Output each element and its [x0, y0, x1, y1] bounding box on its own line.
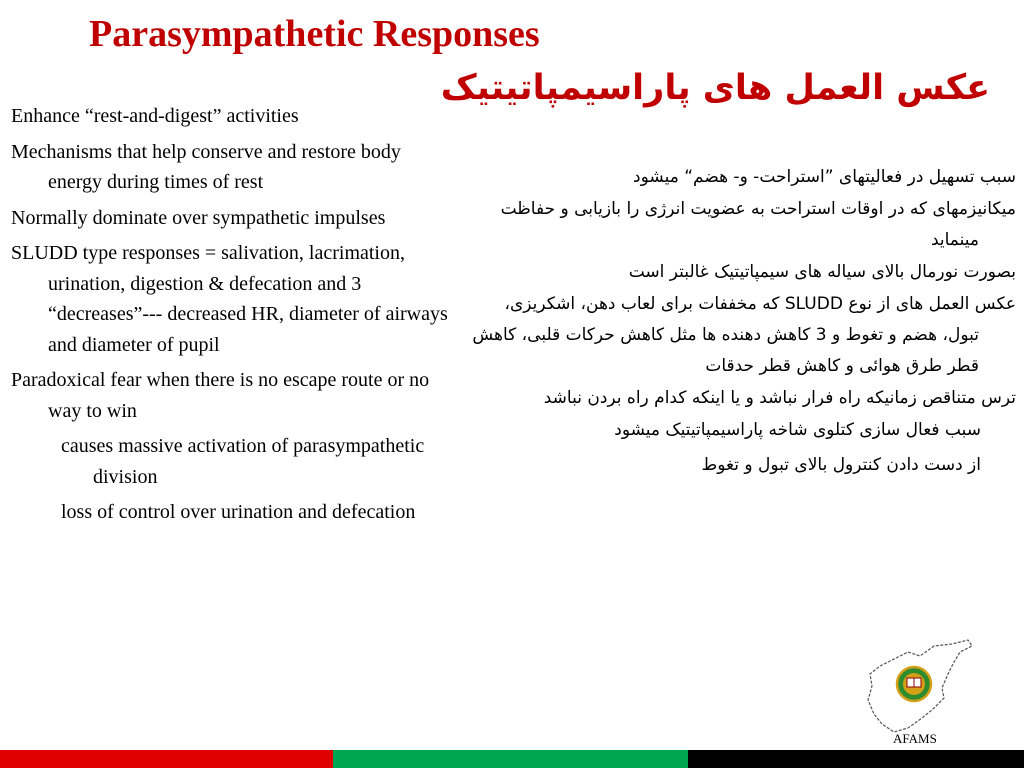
afams-map-logo-icon [864, 636, 976, 736]
flag-color-bar [0, 750, 1024, 768]
persian-bullet-list [464, 162, 1016, 485]
english-bullet-list [11, 101, 459, 533]
afams-label: AFAMS [893, 731, 937, 746]
english-point: Paradoxical fear when there is no escape route or no way to win [11, 369, 430, 422]
flag-black-segment [688, 750, 1024, 768]
english-point: Enhance “rest-and-digest” activities [11, 105, 299, 127]
english-point: Normally dominate over sympathetic impulses [11, 206, 386, 229]
persian-point: میکانیزمهای که در اوقات استراحت به عضویت انرژی را بازیابی و حفاظت مینماید [500, 199, 1016, 250]
english-point: SLUDD type responses = salivation, lacrimation, urination, digestion & defecation and 3 “decreases”--- decreased HR, diameter of airways and diameter of pupil [11, 242, 448, 356]
flag-red-segment [0, 750, 333, 768]
persian-point: ترس متناقص زمانیکه راه فرار نباشد و یا اینکه کدام راه بردن نباشد [543, 388, 1016, 408]
persian-subpoint: از دست دادن کنترول بالای تبول و تغوط [701, 455, 981, 475]
flag-green-segment [333, 750, 688, 768]
slide-title-english: Parasympathetic Responses [89, 13, 540, 55]
persian-point: بصورت نورمال بالای سیاله های سیمپاتیتیک غالبتر است [628, 262, 1016, 282]
english-point: Mechanisms that help conserve and restore body energy during times of rest [11, 140, 401, 193]
slide-title-persian: عکس العمل های پاراسیمپاتیتیک [440, 68, 990, 108]
persian-point: سبب تسهیل در فعالیتهای ”استراحت- و- هضم“ میشود [633, 167, 1016, 187]
persian-point: عکس العمل های از نوع SLUDD که مخففات برای لعاب دهن، اشکریزی، تبول، هضم و تغوط و 3 کاهش دهنده ها مثل کاهش حرکات قلبی، کاهش قطر طرق هوائی و کاهش قطر حدقات [472, 294, 1016, 376]
english-subpoint: loss of control over urination and defecation [61, 501, 416, 523]
english-subpoint: causes massive activation of parasympathetic division [61, 435, 425, 488]
persian-subpoint: سبب فعال سازی کتلوی شاخه پاراسیمپاتیتیک میشود [614, 420, 981, 440]
